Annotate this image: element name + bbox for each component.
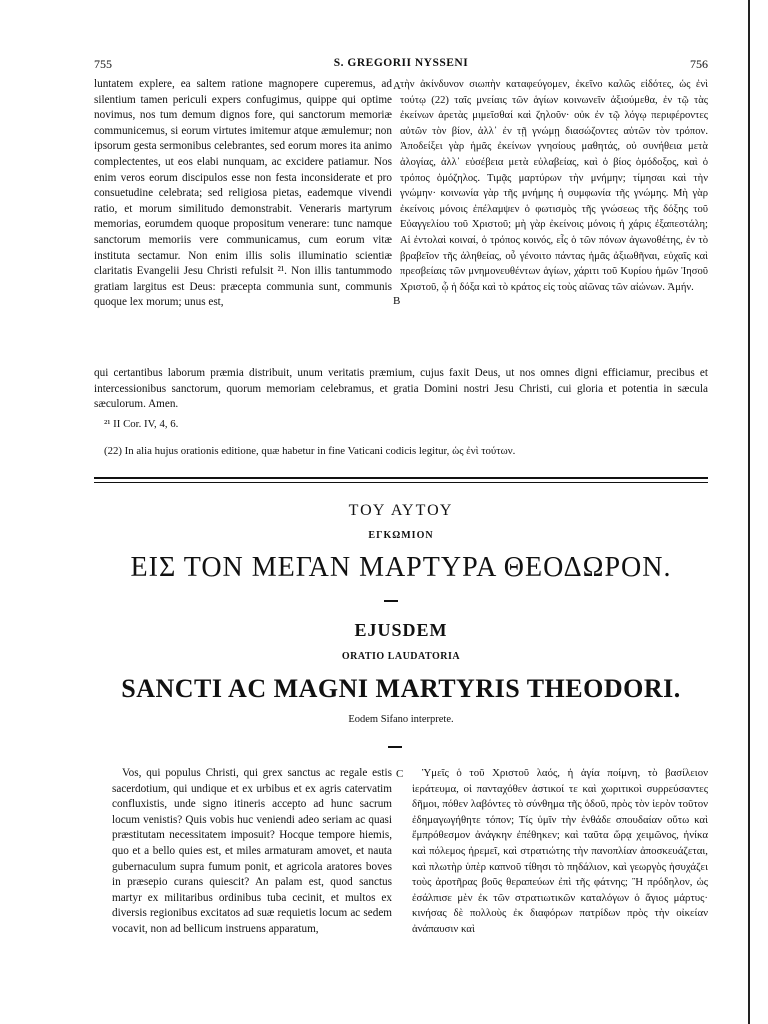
latin-title: SANCTI AC MAGNI MARTYRIS THEODORI. <box>121 674 681 703</box>
greek-text-top: τὴν ἀκίνδυνον σιωπὴν καταφεύγομεν, ἐκεῖνο καλῶς εἰδότες, ὡς ἐνὶ τούτῳ (22) ταῖς μνείαις τῶν ἁγίων κοινωνεῖν ἀξιούμεθα, ἐν τῷ τὰς ἐκείνων ἀρετὰς μιμεῖσθαί καὶ ζηλοῦν· οὐκ ἐν τῷ λόγῳ περιφέροντες αὐτῶν τὸν βίον, ἀλλ᾽ ἐν τῇ γνώμῃ διασώζοντες αὐτῶν τὸν τρόπον. Ἀποδείξει γὰρ ἡμᾶς ἐκείνων γνησίους μαθητάς, οὐ συνήθεια μετὰ ἀλογίας, ἀλλ᾽ εὐσέβεια μετὰ εὐλαβείας, καὶ ὁ βίος ὁμόδοξος, καὶ ὁ τρόπος ὁμόζηλος. Τιμᾷς μαρτύρων τὴν μνήμην; τίμησαι καὶ τὴν γνώμην· κοινωνία γὰρ τῆς μνήμης ἡ συμφωνία τῆς γνώμης. Μὴ γὰρ ἐκείνοις μόνοις ἐπέλαμψεν ὁ φωτισμὸς τῆς γνώσεως τῆς δόξης τοῦ Εὐαγγελίου τοῦ Χριστοῦ; μὴ γὰρ ἐκείνοις μόνοις ἡ χάρις ἐξαπεστάλη; Αἱ ἐντολαὶ κοιναί, ὁ τρόπος κοινός, εἷς ὁ τῶν πόνων ἀγωνοθέτης, ἐν τὸ βραβεῖον τῆς ἀληθείας, οὗ γένοιτο πάντας ἡμᾶς ἀξιωθῆναι, εὐχαῖς καὶ πρεσβείαις τῶν μνημονευθέντων ἁγίων, χάριτι τοῦ Κυρίου ἡμῶν Ἰησοῦ Χριστοῦ, ᾧ ἡ δόξα καὶ τὸ κράτος εἰς τοὺς αἰῶνας τῶν αἰώνων. Ἀμήν. <box>400 79 708 293</box>
title-dash-2 <box>388 746 402 748</box>
latin-text-top: luntatem explere, ea saltem ratione magnopere cuperemus, ad silentium tamen periculi expers confugimus, quippe qui optime novimus, nos tum demum dignos fore, qui sanctorum memoriæ communicemus, si eorum virtutes imitemur atque æmulemur; non ipsorum gesta sermonibus celebrantes, sed eorum mores ita animo complectentes, ut eos elabi nunquam, ac excidere patiamur. Nos enim veros eorum discipulos esse non festa inconsiderate et pro consuetudine celebrata; sed religiosa pietas, eademque vivendi ratio, et morum similitudo demonstrabit. Veneraris martyrum memorias, eorumdem quoque propositum venerare: tunc namque sanctorum memoriis vere communicamus, cum eorum vitæ instituta sectamur. Non enim illis solis illuminatio scientiæ claritatis Evangelii Jesu Christi refulsit ²¹. Non illis tantummodo gratiam largitus est Deus: præcepta communia sunt, communis quoque lex morum; unus est, <box>94 78 392 309</box>
closing-text: qui certantibus laborum præmia distribuit, unum veritatis præmium, cujus faxit Deus, ut nos omnes digni efficiamur, precibus et intercessionibus sanctorum, quorum memoriam celebramus, et gratia Domini nostri Jesu Christi, cui gloria et potentia in sæcula sæculorum. Amen. <box>94 367 708 411</box>
running-title: S. GREGORII NYSSENI <box>333 57 469 69</box>
footnote-21: ²¹ II Cor. IV, 4, 6. <box>104 418 179 430</box>
page-edge-line <box>748 0 750 1024</box>
footnote-22-latin: (22) In alia hujus orationis editione, quæ habetur in fine Vaticani codicis legitur, <box>104 445 450 457</box>
greek-text-bottom: Ὑμεῖς ὁ τοῦ Χριστοῦ λαός, ἡ ἁγία ποίμνη, τὸ βασίλειον ἱεράτευμα, οἱ πανταχόθεν ἀστικοί τε καὶ χωριτικοὶ συρρεύσαντες δῆμοι, πόθεν λαβόντες τὸ σύνθημα τῆς ὁδοῦ, πρὸς τὸν ἱερὸν τοῦτον ἐδημαγωγήθητε τόπον; Τίς ὑμῖν τὴν ἐνθάδε σπουδαίαν οὕτω καὶ ἔμπρόθεσμον ἀνάγκην ἐπέθηκεν; καὶ ταῦτα ὥρᾳ χειμῶνος, ἡνίκα καὶ πόλεμος ἠρεμεῖ, καὶ στρατιώτης τὴν πανοπλίαν ἀποσκευάζεται, καὶ πλωτὴρ ὑπὲρ καπνοῦ τίθησι τὸ πηδάλιον, καὶ γεωργὸς ἡσυχάζει τοὺς ἀροτῆρας βοῦς θεραπεύων ἐπὶ τῆς φάτνης; Ἢ πρόδηλον, ὡς ἐσάλπισε μὲν ἐκ τῶν στρατιωτικῶν καταλόγων ὁ ἅγιος μάρτυς· κινήσας δὲ πολλοὺς ἐκ διαφόρων πατρίδων πρὸς τὴν οἰκείαν ἀνάπαυσιν καὶ <box>412 767 708 935</box>
closing-paragraph <box>94 366 708 413</box>
section-rule-thin <box>94 482 708 483</box>
translator-line: Eodem Sifano interprete. <box>348 714 454 725</box>
footnote-22 <box>104 445 708 457</box>
title-dash-1 <box>384 600 398 602</box>
latin-text-bottom: Vos, qui populus Christi, qui grex sanctus ac regale estis sacerdotium, qui undique et ex urbibus et ex agris catervatim confluxistis, unde signo itineris accepto ad hunc sacrum locum venistis? Quis vobis huc veniendi adeo seriam ac quasi præstitutam necessitatem imposuit? Hocque tempore hiemis, quo et a bello quies est, et miles armaturam amovet, et nauta gubernaculum supra fumum ponit, et agricola aratores boves in præsepio curans quiescit? An palam est, quod sanctus martyr ex militaribus ordinibus tuba cecinit, et multos ex diversis regionibus excitatos ad suæ requietis locum ac sedem vocavit, non ad bellicum instruens apparatum, <box>112 767 392 935</box>
greek-author-heading: ΤΟΥ ΑΥΤΟΥ <box>348 502 454 519</box>
page-number-right: 756 <box>690 57 708 71</box>
latin-column-top <box>94 77 392 367</box>
latin-column-bottom <box>112 766 392 1020</box>
page-number-left: 755 <box>94 57 112 71</box>
margin-marker-a: A <box>393 80 401 92</box>
page-header <box>94 57 708 75</box>
greek-genre-heading: ΕΓΚΩΜΙΟΝ <box>368 530 434 541</box>
latin-genre-heading: ORATIO LAUDATORIA <box>341 651 461 662</box>
greek-column-top <box>400 77 708 367</box>
latin-author-heading: EJUSDEM <box>354 620 448 640</box>
margin-marker-b: B <box>393 295 401 307</box>
section-rule-thick <box>94 477 708 479</box>
greek-column-bottom <box>412 766 708 1020</box>
margin-marker-c: C <box>396 768 404 780</box>
greek-title: ΕΙΣ ΤΟΝ ΜΕΓΑΝ ΜΑΡΤΥΡΑ ΘΕΟΔΩΡΟΝ. <box>130 552 672 583</box>
footnote-22-greek: ὡς ἐνὶ τούτων. <box>452 445 516 457</box>
